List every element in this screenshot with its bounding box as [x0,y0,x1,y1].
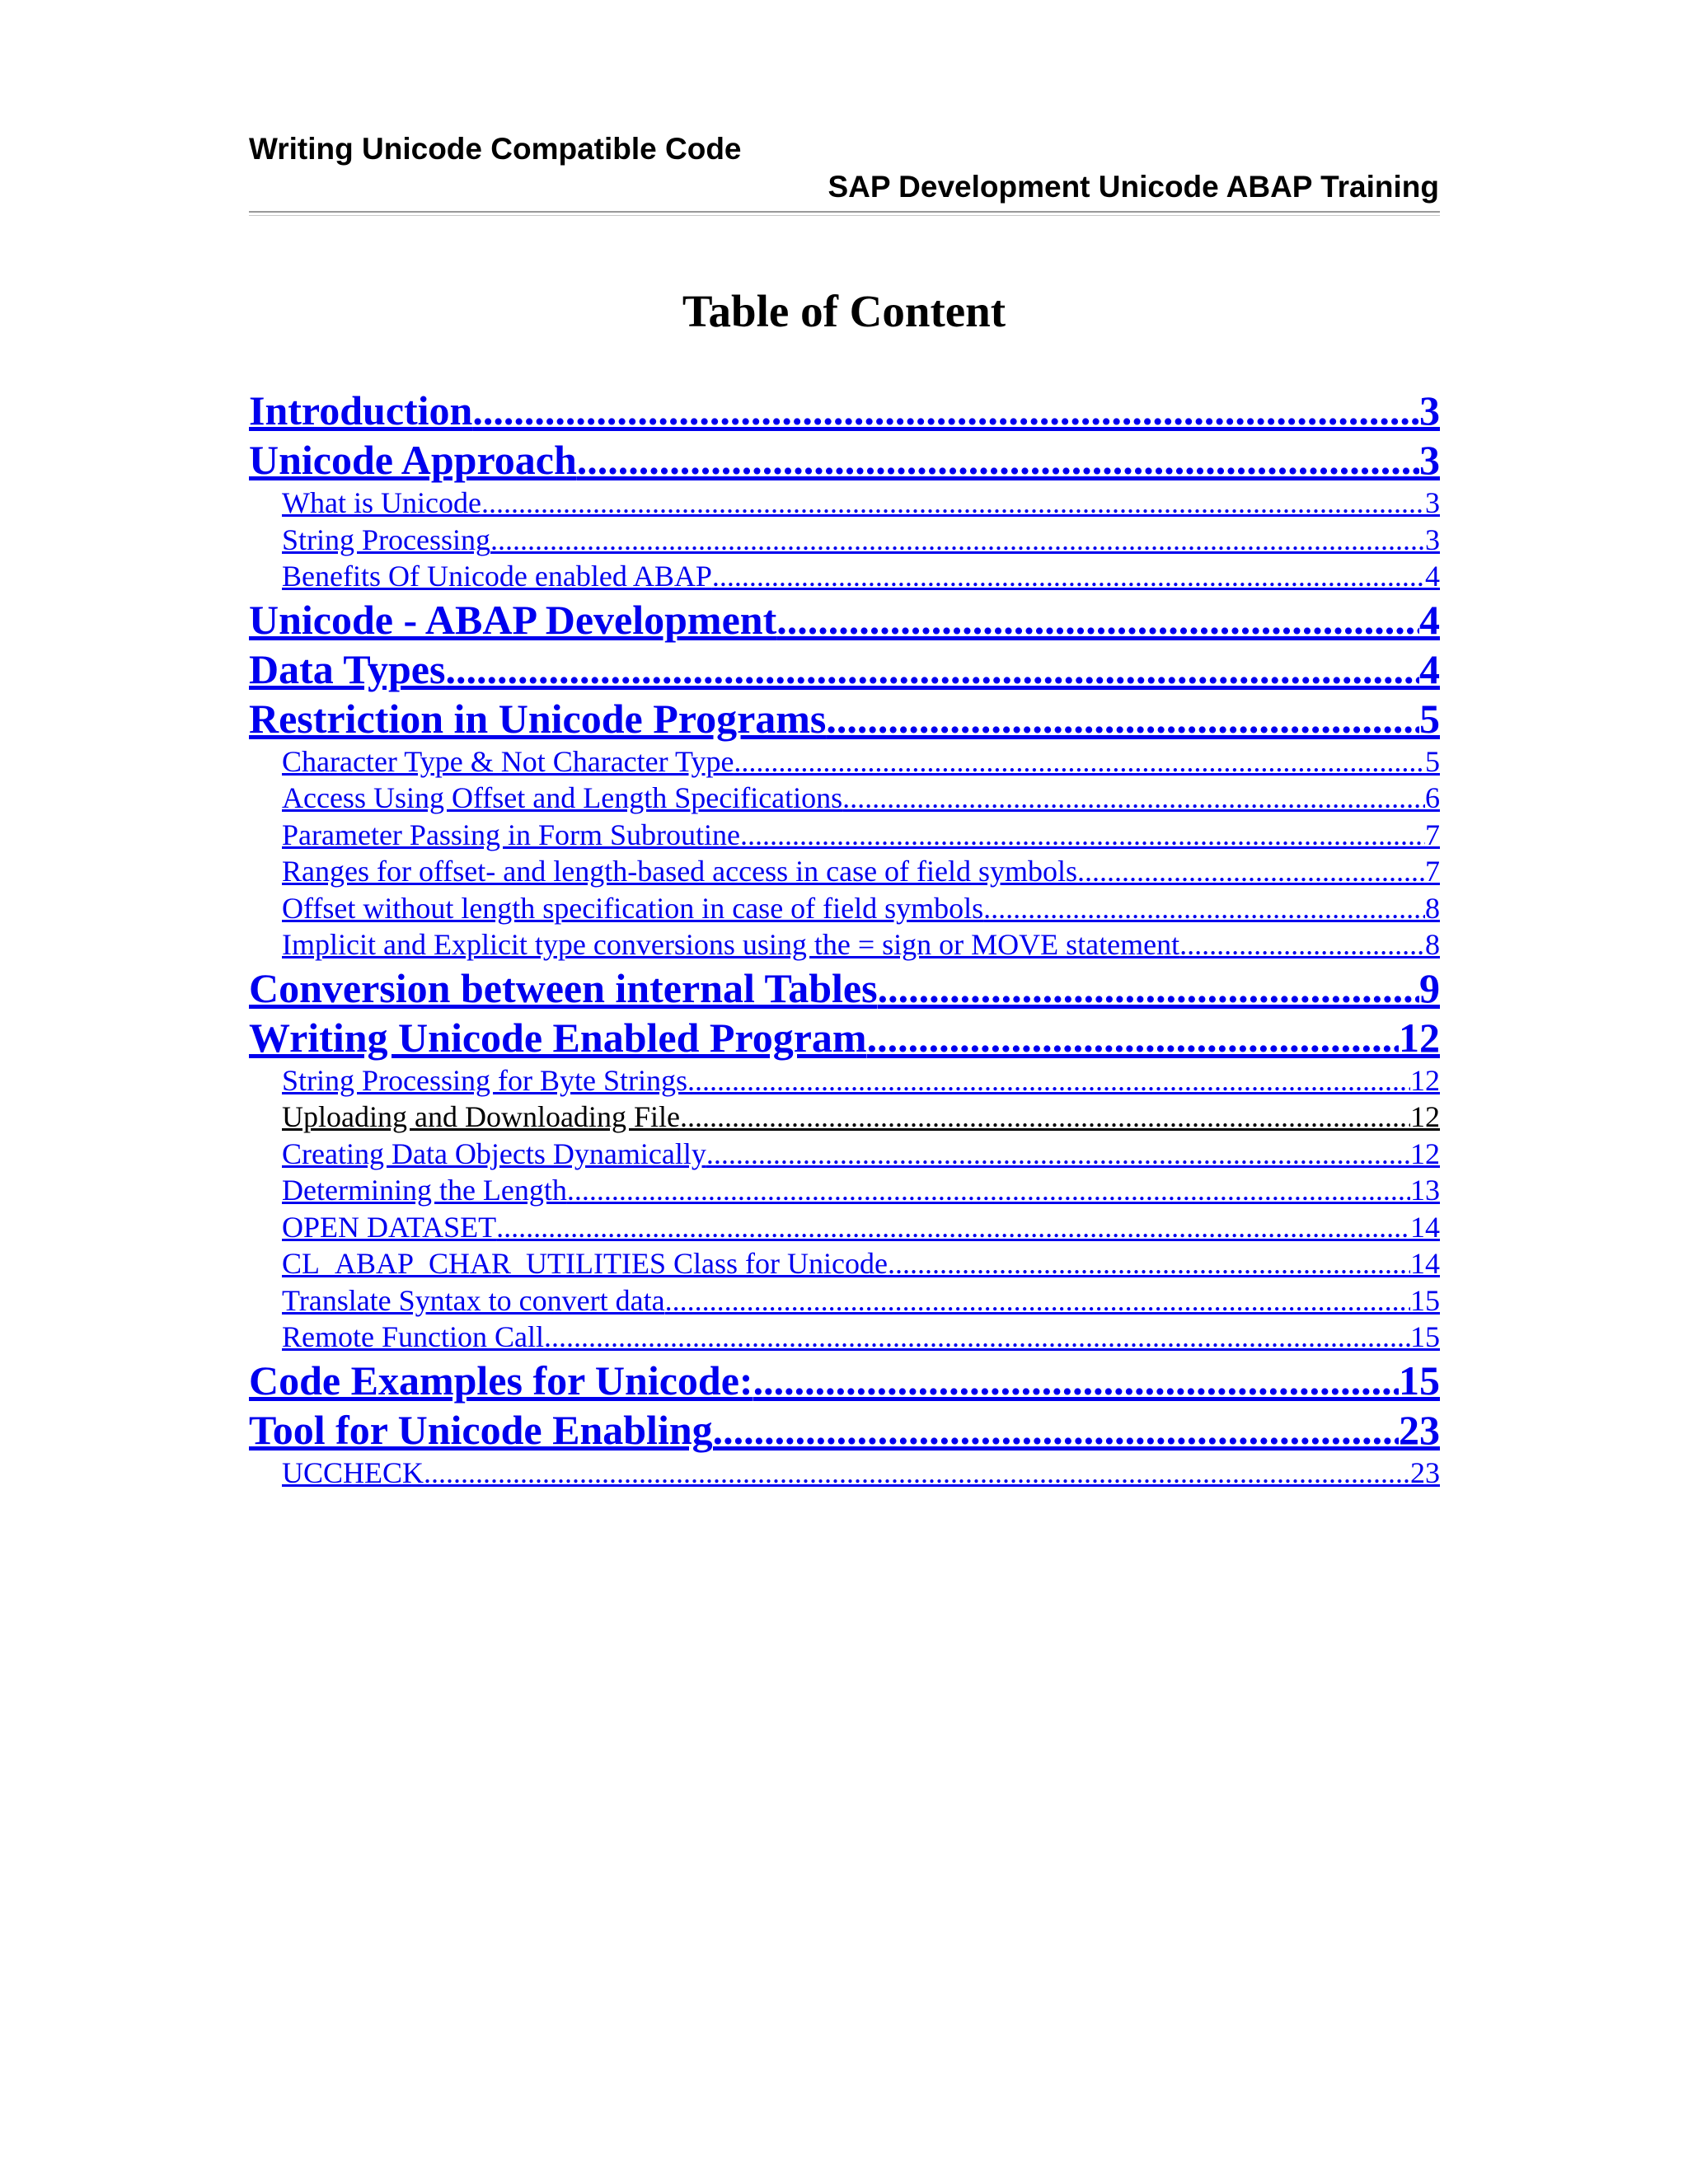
toc-entry-page: 5 [1419,695,1440,742]
toc-entry-label: OPEN DATASET [282,1210,497,1244]
toc-entry-cl-abap-char-utilities[interactable] [249,1245,1440,1282]
toc-entry-uploading-downloading [249,1099,1440,1136]
toc-entry-page: 3 [1425,486,1440,519]
toc-entry-introduction[interactable] [249,386,1440,435]
toc-entry-character-type[interactable] [249,743,1440,780]
toc-entry-page: 7 [1425,855,1440,888]
toc-leader-dots [826,694,1419,743]
toc-entry-restriction-unicode-programs[interactable] [249,694,1440,743]
toc-entry-uccheck[interactable] [249,1455,1440,1492]
toc-entry-string-processing[interactable] [249,522,1440,559]
toc-leader-dots [496,1209,1410,1246]
toc-entry-label: Creating Data Objects Dynamically [282,1137,706,1170]
toc-leader-dots [734,743,1425,780]
toc-entry-code-examples[interactable] [249,1356,1440,1405]
toc-entry-access-offset-length[interactable] [249,780,1440,817]
toc-entry-page: 3 [1419,387,1440,434]
toc-entry-label: Writing Unicode Enabled Program [249,1014,867,1061]
toc-entry-label: Ranges for offset- and length-based access in case of field symbols [282,855,1078,888]
toc-leader-dots [740,817,1425,854]
toc-entry-page: 6 [1425,781,1440,814]
toc-entry-page: 12 [1410,1063,1440,1097]
toc-entry-page: 15 [1410,1320,1440,1353]
toc-entry-page: 9 [1419,964,1440,1011]
toc-entry-writing-unicode-enabled-program[interactable] [249,1013,1440,1062]
table-of-contents [249,386,1440,1491]
toc-entry-label: Character Type & Not Character Type [282,744,734,778]
toc-leader-dots [445,644,1419,694]
toc-entry-tool-unicode-enabling[interactable] [249,1405,1440,1455]
toc-leader-dots [776,595,1419,644]
toc-entry-label: UCCHECK [282,1455,424,1489]
toc-leader-dots [424,1455,1410,1492]
toc-entry-label: Tool for Unicode Enabling [249,1406,713,1453]
toc-entry-page: 8 [1425,891,1440,925]
toc-leader-dots [680,1099,1410,1136]
toc-leader-dots [1077,853,1425,890]
toc-leader-dots [567,1172,1410,1209]
toc-entry-page: 12 [1410,1137,1440,1170]
toc-entry-label: Unicode - ABAP Development [249,596,777,643]
toc-leader-dots [481,485,1425,522]
toc-entry-label: What is Unicode [282,486,481,519]
toc-entry-data-types[interactable] [249,644,1440,694]
toc-entry-translate-syntax[interactable] [249,1282,1440,1319]
toc-leader-dots [544,1319,1410,1356]
toc-entry-page: 23 [1410,1455,1440,1489]
toc-entry-page: 12 [1399,1014,1440,1061]
toc-entry-label: Access Using Offset and Length Specifications [282,781,843,814]
toc-entry-label: Introduction [249,387,473,434]
toc-entry-label: Parameter Passing in Form Subroutine [282,818,740,851]
toc-entry-page: 14 [1410,1210,1440,1244]
toc-entry-page: 15 [1410,1283,1440,1317]
toc-entry-page: 14 [1410,1247,1440,1280]
toc-entry-creating-data-objects[interactable] [249,1136,1440,1173]
toc-entry-parameter-passing[interactable] [249,817,1440,854]
toc-leader-dots [687,1062,1410,1099]
toc-entry-ranges-offset-length[interactable] [249,853,1440,890]
toc-entry-label: String Processing [282,523,491,556]
toc-leader-dots [867,1013,1399,1062]
toc-leader-dots [888,1245,1410,1282]
toc-entry-label: Unicode Approach [249,437,577,483]
toc-leader-dots [712,558,1425,595]
toc-leader-dots [713,1405,1399,1455]
toc-entry-offset-without-length[interactable] [249,890,1440,927]
toc-entry-label: Restriction in Unicode Programs [249,695,827,742]
toc-entry-page: 4 [1419,645,1440,692]
toc-entry-unicode-approach[interactable] [249,435,1440,485]
toc-entry-label: Data Types [249,645,446,692]
toc-entry-page: 5 [1425,744,1440,778]
toc-leader-dots [472,386,1419,435]
toc-entry-page: 4 [1425,560,1440,593]
toc-leader-dots [577,435,1419,485]
toc-entry-label: String Processing for Byte Strings [282,1063,687,1097]
header-doc-title: Writing Unicode Compatible Code [249,132,742,166]
toc-entry-page: 12 [1410,1100,1440,1133]
toc-leader-dots [706,1136,1410,1173]
toc-leader-dots [753,1356,1399,1405]
toc-entry-label: Implicit and Explicit type conversions using the = sign or MOVE statement [282,928,1180,961]
toc-entry-benefits-unicode-abap[interactable] [249,558,1440,595]
header-divider [249,211,1440,216]
toc-entry-label: Remote Function Call [282,1320,544,1353]
toc-leader-dots [665,1282,1410,1319]
toc-entry-page: 15 [1399,1357,1440,1404]
toc-entry-label: Uploading and Downloading File [282,1100,680,1133]
toc-entry-label: CL_ABAP_CHAR_UTILITIES Class for Unicode [282,1247,888,1280]
toc-entry-page: 8 [1425,928,1440,961]
toc-leader-dots [1179,926,1425,963]
toc-entry-label: Translate Syntax to convert data [282,1283,665,1317]
toc-entry-unicode-abap-development[interactable] [249,595,1440,644]
toc-entry-page: 3 [1425,523,1440,556]
toc-entry-determining-length[interactable] [249,1172,1440,1209]
toc-heading: Table of Content [682,286,1006,336]
toc-entry-label: Offset without length specification in case of field symbols [282,891,984,925]
toc-entry-page: 23 [1399,1406,1440,1453]
toc-leader-dots [490,522,1425,559]
toc-entry-page: 7 [1425,818,1440,851]
toc-entry-label: Determining the Length [282,1174,567,1207]
header-subtitle: SAP Development Unicode ABAP Training [828,170,1439,204]
toc-entry-what-is-unicode[interactable] [249,485,1440,522]
toc-entry-remote-function-call[interactable] [249,1319,1440,1356]
toc-entry-page: 3 [1419,437,1440,483]
toc-entry-string-processing-byte[interactable] [249,1062,1440,1099]
toc-entry-label: Code Examples for Unicode: [249,1357,753,1404]
toc-entry-implicit-explicit-conversions[interactable] [249,926,1440,963]
toc-entry-conversion-internal-tables[interactable] [249,963,1440,1013]
toc-leader-dots [878,963,1419,1013]
toc-leader-dots [842,780,1425,817]
toc-entry-page: 13 [1410,1174,1440,1207]
toc-leader-dots [983,890,1425,927]
toc-entry-page: 4 [1419,596,1440,643]
toc-entry-open-dataset[interactable] [249,1209,1440,1246]
toc-entry-label: Conversion between internal Tables [249,964,878,1011]
toc-entry-label: Benefits Of Unicode enabled ABAP [282,560,712,593]
